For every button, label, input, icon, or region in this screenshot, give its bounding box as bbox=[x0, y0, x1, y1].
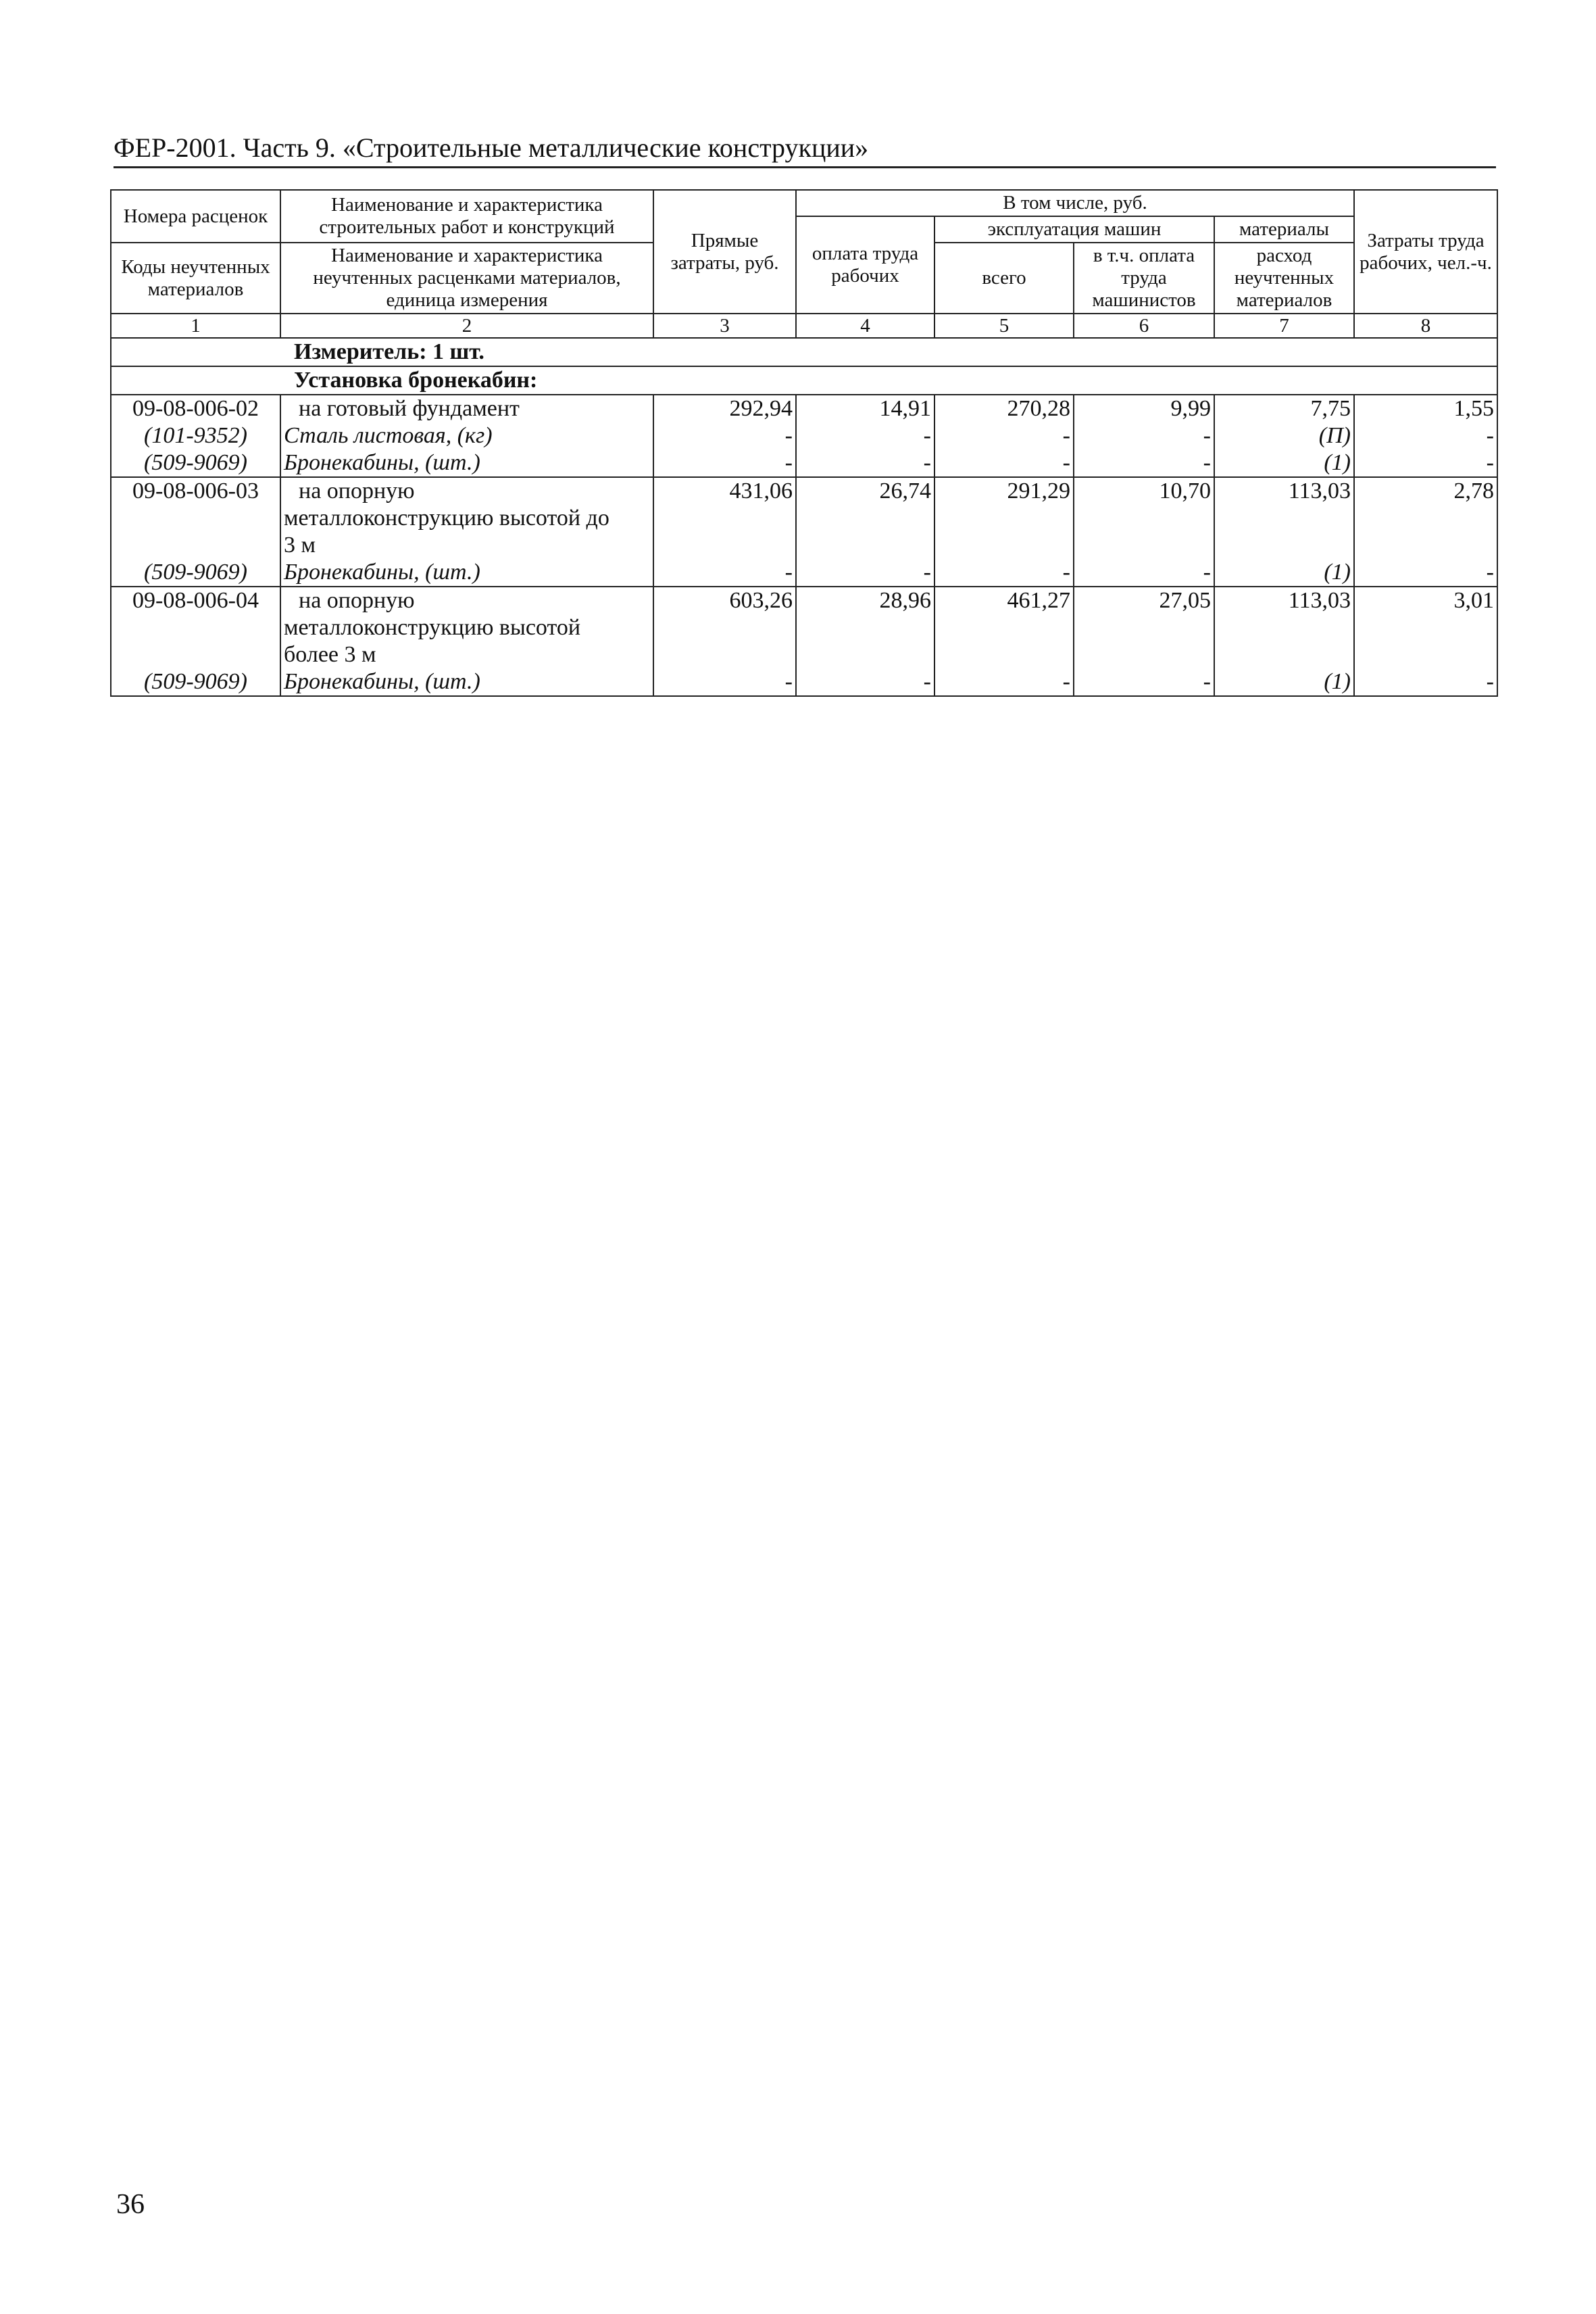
material-code: (509-9069) bbox=[111, 559, 280, 587]
labor-costs: - bbox=[1354, 422, 1497, 449]
document-title: ФЕР-2001. Часть 9. «Строительные металлические конструкции» bbox=[114, 132, 869, 163]
column-number-row bbox=[111, 314, 1497, 338]
material-consumption: (1) bbox=[1214, 559, 1354, 587]
column-number: 8 bbox=[1354, 314, 1497, 338]
header-machine-total: всего bbox=[934, 243, 1074, 314]
operator-pay: 27,05 bbox=[1074, 587, 1214, 614]
table-header bbox=[111, 190, 1497, 338]
material-code: (509-9069) bbox=[111, 449, 280, 477]
table-row bbox=[111, 395, 1497, 422]
direct-costs: - bbox=[653, 668, 796, 696]
machine-total: 291,29 bbox=[934, 477, 1074, 505]
rate-code: 09-08-006-04 bbox=[111, 587, 280, 614]
header-direct-costs: Прямые затраты, руб. bbox=[653, 190, 796, 314]
machine-total: - bbox=[934, 449, 1074, 477]
direct-costs: - bbox=[653, 559, 796, 587]
header-including: В том числе, руб. bbox=[796, 190, 1354, 216]
work-name-continued: 3 м bbox=[280, 532, 653, 559]
materials-cost: 113,03 bbox=[1214, 477, 1354, 505]
material-row bbox=[111, 559, 1497, 587]
column-number: 2 bbox=[280, 314, 653, 338]
table-row bbox=[111, 477, 1497, 505]
header-rate-numbers: Номера расценок bbox=[111, 190, 280, 243]
table-row-continuation bbox=[111, 532, 1497, 559]
work-name-continued: металлоконструкцию высотой bbox=[280, 614, 653, 641]
material-consumption: (П) bbox=[1214, 422, 1354, 449]
meter-label: Измеритель: 1 шт. bbox=[111, 338, 1497, 366]
section-title: Установка бронекабин: bbox=[111, 366, 1497, 395]
header-operator-pay: в т.ч. оплата труда машинистов bbox=[1074, 243, 1214, 314]
material-code: (509-9069) bbox=[111, 668, 280, 696]
direct-costs: 431,06 bbox=[653, 477, 796, 505]
material-name: Сталь листовая, (кг) bbox=[280, 422, 653, 449]
operator-pay: - bbox=[1074, 449, 1214, 477]
machine-total: 461,27 bbox=[934, 587, 1074, 614]
table-row-continuation bbox=[111, 614, 1497, 641]
direct-costs: - bbox=[653, 449, 796, 477]
machine-total: - bbox=[934, 668, 1074, 696]
material-row bbox=[111, 422, 1497, 449]
column-number: 5 bbox=[934, 314, 1074, 338]
section-row bbox=[111, 366, 1497, 395]
column-number: 7 bbox=[1214, 314, 1354, 338]
machine-total: 270,28 bbox=[934, 395, 1074, 422]
work-name: на опорную bbox=[280, 477, 653, 505]
header-material-codes: Коды неучтенных материалов bbox=[111, 243, 280, 314]
column-number: 3 bbox=[653, 314, 796, 338]
material-consumption: (1) bbox=[1214, 449, 1354, 477]
worker-pay: 26,74 bbox=[796, 477, 934, 505]
table-row-continuation bbox=[111, 641, 1497, 668]
header-unaccounted-consumption: расход неучтенных материалов bbox=[1214, 243, 1354, 314]
header-material-name: Наименование и характеристика неучтенных расценками материалов, единица измерения bbox=[280, 243, 653, 314]
column-number: 1 bbox=[111, 314, 280, 338]
operator-pay: 9,99 bbox=[1074, 395, 1214, 422]
worker-pay: - bbox=[796, 559, 934, 587]
material-row bbox=[111, 668, 1497, 696]
labor-costs: - bbox=[1354, 559, 1497, 587]
rate-code: 09-08-006-03 bbox=[111, 477, 280, 505]
worker-pay: - bbox=[796, 422, 934, 449]
work-name-continued: более 3 м bbox=[280, 641, 653, 668]
machine-total: - bbox=[934, 422, 1074, 449]
labor-costs: 2,78 bbox=[1354, 477, 1497, 505]
rate-code: 09-08-006-02 bbox=[111, 395, 280, 422]
direct-costs: 603,26 bbox=[653, 587, 796, 614]
material-consumption: (1) bbox=[1214, 668, 1354, 696]
table-row-continuation bbox=[111, 505, 1497, 532]
header-worker-pay: оплата труда рабочих bbox=[796, 216, 934, 314]
meter-row bbox=[111, 338, 1497, 366]
column-number: 4 bbox=[796, 314, 934, 338]
direct-costs: - bbox=[653, 422, 796, 449]
table-row bbox=[111, 587, 1497, 614]
material-name: Бронекабины, (шт.) bbox=[280, 559, 653, 587]
page-header bbox=[114, 132, 1496, 168]
header-labor-costs: Затраты труда рабочих, чел.-ч. bbox=[1354, 190, 1497, 314]
worker-pay: 28,96 bbox=[796, 587, 934, 614]
operator-pay: 10,70 bbox=[1074, 477, 1214, 505]
work-name: на готовый фундамент bbox=[280, 395, 653, 422]
header-machine-operation: эксплуатация машин bbox=[934, 216, 1214, 243]
work-name-continued: металлоконструкцию высотой до bbox=[280, 505, 653, 532]
table-body bbox=[111, 338, 1497, 696]
material-row bbox=[111, 449, 1497, 477]
worker-pay: 14,91 bbox=[796, 395, 934, 422]
operator-pay: - bbox=[1074, 668, 1214, 696]
column-number: 6 bbox=[1074, 314, 1214, 338]
material-code: (101-9352) bbox=[111, 422, 280, 449]
direct-costs: 292,94 bbox=[653, 395, 796, 422]
worker-pay: - bbox=[796, 449, 934, 477]
labor-costs: 1,55 bbox=[1354, 395, 1497, 422]
header-work-name: Наименование и характеристика строительных работ и конструкций bbox=[280, 190, 653, 243]
material-name: Бронекабины, (шт.) bbox=[280, 668, 653, 696]
rates-table bbox=[110, 189, 1498, 697]
operator-pay: - bbox=[1074, 422, 1214, 449]
material-name: Бронекабины, (шт.) bbox=[280, 449, 653, 477]
page-number: 36 bbox=[116, 2189, 145, 2220]
machine-total: - bbox=[934, 559, 1074, 587]
operator-pay: - bbox=[1074, 559, 1214, 587]
labor-costs: - bbox=[1354, 449, 1497, 477]
labor-costs: 3,01 bbox=[1354, 587, 1497, 614]
materials-cost: 7,75 bbox=[1214, 395, 1354, 422]
work-name: на опорную bbox=[280, 587, 653, 614]
header-materials: материалы bbox=[1214, 216, 1354, 243]
labor-costs: - bbox=[1354, 668, 1497, 696]
materials-cost: 113,03 bbox=[1214, 587, 1354, 614]
worker-pay: - bbox=[796, 668, 934, 696]
